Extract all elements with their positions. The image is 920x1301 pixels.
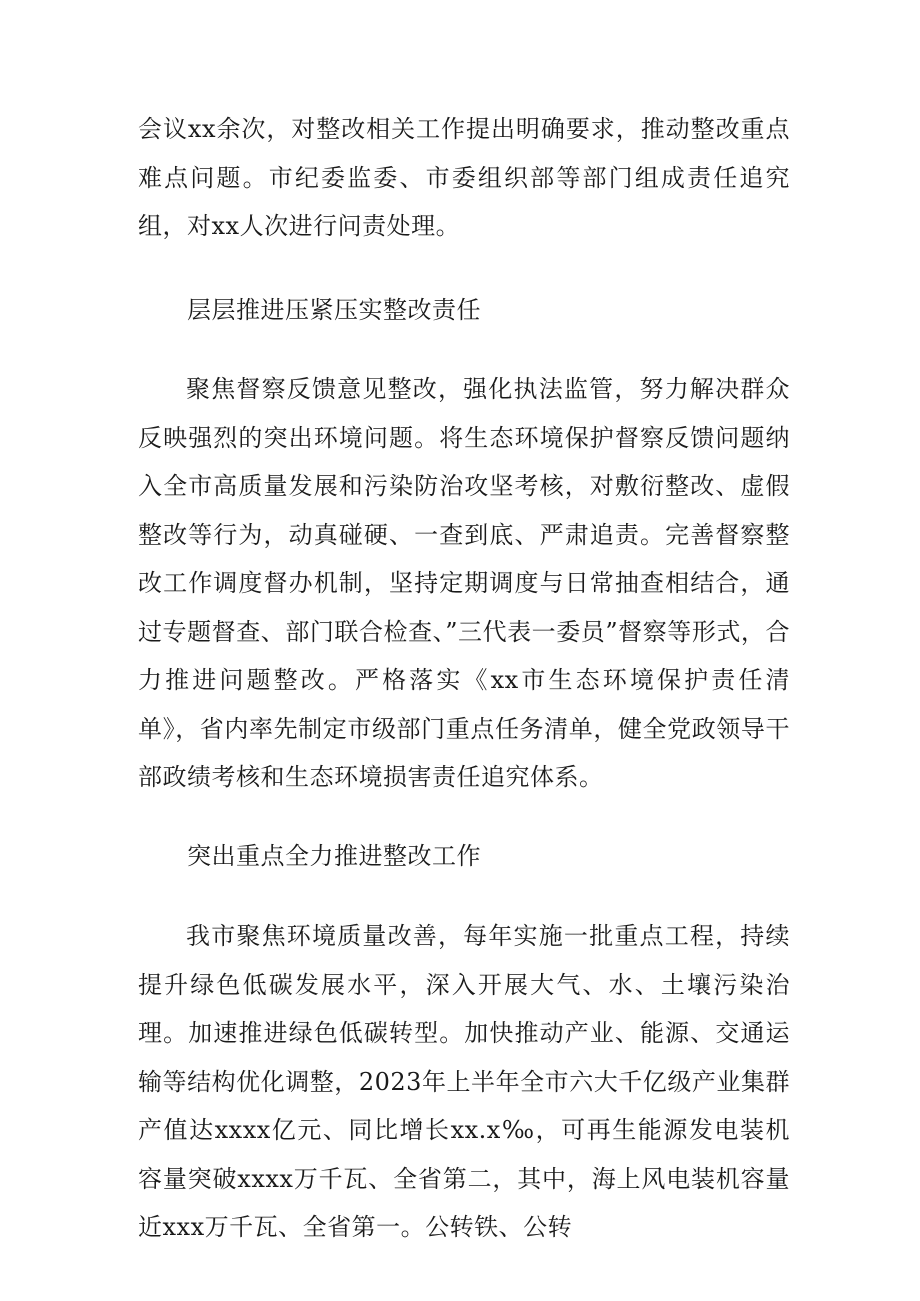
body-paragraph-2: 聚焦督察反馈意见整改，强化执法监管，努力解决群众反映强烈的突出环境问题。将生态环境保护督察反馈问题纳入全市高质量发展和污染防治攻坚考核，对敷衍整改、虚假整改等行为，动真碰硬、一查到底、严肃追责。完善督察整改工作调度督办机制，坚持定期调度与日常抽查相结合，通过专题督查、部门联合检查、”三代表一委员”督察等形式，合力推进问题整改。严格落实《xx市生态环境保护责任清单》，省内率先制定市级部门重点任务清单，健全党政领导干部政绩考核和生态环境损害责任追究体系。 — [138, 375, 790, 791]
body-paragraph-3: 我市聚焦环境质量改善，每年实施一批重点工程，持续提升绿色低碳发展水平，深入开展大气、水、土壤污染治理。加速推进绿色低碳转型。加快推动产业、能源、交通运输等结构优化调整，2023年上半年全市六大千亿级产业集群产值达xxxx亿元、同比增长xx.x‰，可再生能源发电装机容量突破xxxx万千瓦、全省第二，其中，海上风电装机容量近xxx万千瓦、全省第一。公转铁、公转 — [138, 922, 790, 1241]
body-paragraph-1: 会议xx余次，对整改相关工作提出明确要求，推动整改重点难点问题。市纪委监委、市委组织部等部门组成责任追究组，对xx人次进行问责处理。 — [138, 115, 790, 240]
section-heading-1: 层层推进压紧压实整改责任 — [187, 296, 481, 324]
section-heading-2: 突出重点全力推进整改工作 — [187, 842, 481, 870]
